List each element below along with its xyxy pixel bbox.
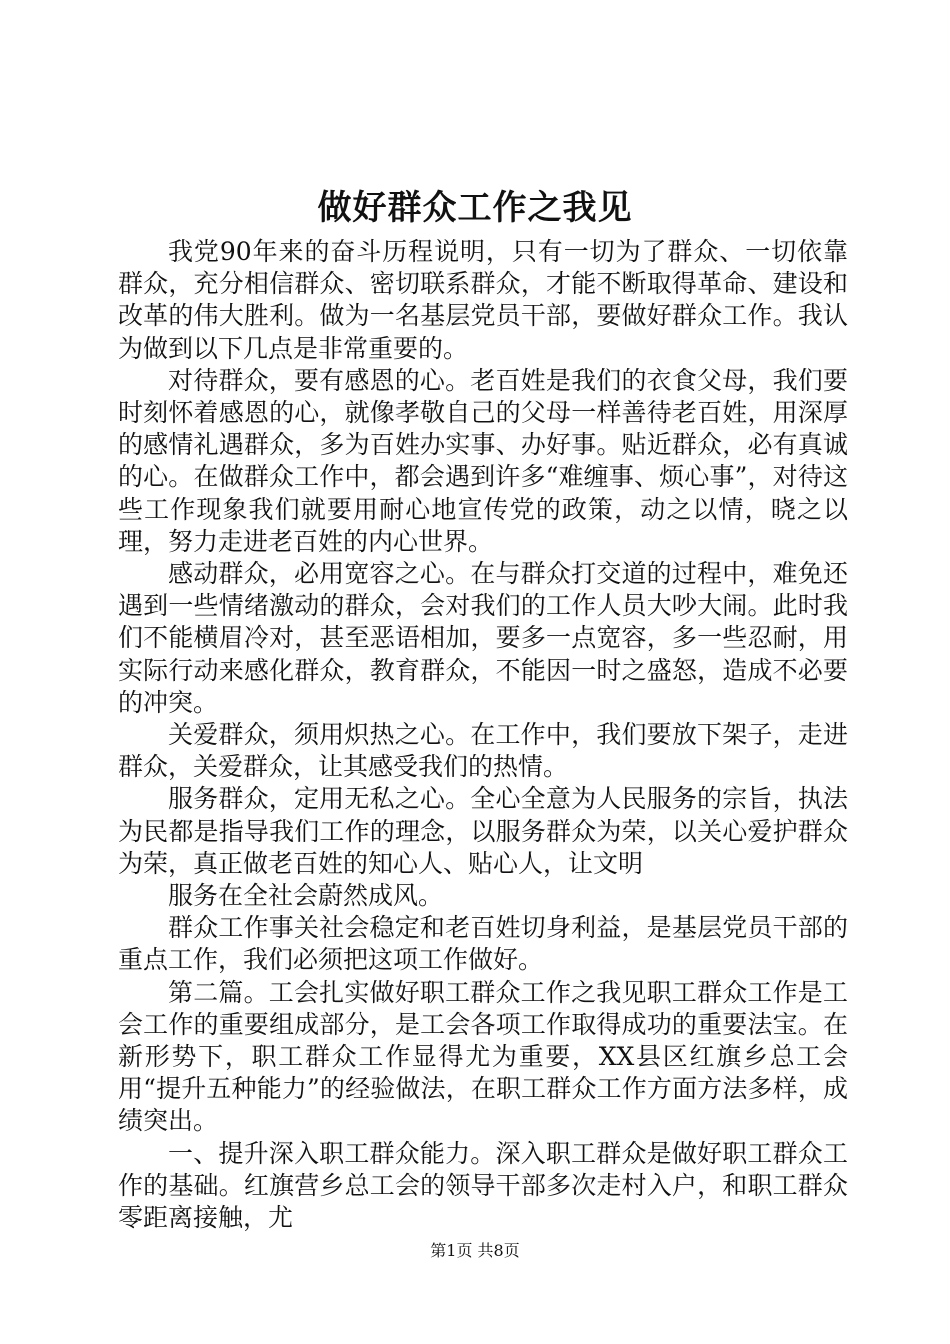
document-title: 做好群众工作之我见: [317, 188, 633, 228]
paragraph-5: 服务群众，定用无私之心。全心全意为人民服务的宗旨，执法为民都是指导我们工作的理念，以服务群众为荣，以关心爱护群众为荣，真正做老百姓的知心人、贴心人，让文明: [118, 784, 848, 878]
paragraph-2: 对待群众，要有感恩的心。老百姓是我们的衣食父母，我们要时刻怀着感恩的心，就像孝敬自己的父母一样善待老百姓，用深厚的感情礼遇群众，多为百姓办实事、办好事。贴近群众，必有真诚的心。在做群众工作中，都会遇到许多“难缠事、烦心事”，对待这些工作现象我们就要用耐心地宣传党的政策，动之以情，晓之以理，努力走进老百姓的内心世界。: [118, 365, 848, 556]
paragraph-4: 关爱群众，须用炽热之心。在工作中，我们要放下架子，走进群众，关爱群众，让其感受我们的热情。: [118, 720, 848, 782]
paragraph-7: 群众工作事关社会稳定和老百姓切身利益，是基层党员干部的重点工作，我们必须把这项工作做好。: [118, 913, 848, 975]
paragraph-6: 服务在全社会蔚然成风。: [168, 881, 444, 911]
paragraph-3: 感动群众，必用宽容之心。在与群众打交道的过程中，难免还遇到一些情绪激动的群众，会对我们的工作人员大吵大闹。此时我们不能横眉冷对，甚至恶语相加，要多一点宽容，多一些忍耐，用实际行动来感化群众，教育群众，不能因一时之盛怒，造成不必要的冲突。: [118, 559, 848, 717]
paragraph-8: 第二篇。工会扎实做好职工群众工作之我见职工群众工作是工会工作的重要组成部分，是工会各项工作取得成功的重要法宝。在新形势下，职工群众工作显得尤为重要，XX县区红旗乡总工会用“提升五种能力”的经验做法，在职工群众工作方面方法多样，成绩突出。: [118, 977, 848, 1136]
paragraph-9: 一、提升深入职工群众能力。深入职工群众是做好职工群众工作的基础。红旗营乡总工会的领导干部多次走村入户，和职工群众零距离接触，尤: [118, 1138, 848, 1233]
page-number-footer: 第1页 共8页: [430, 1241, 520, 1260]
document-body: [118, 236, 848, 1234]
paragraph-1: 我党90年来的奋斗历程说明，只有一切为了群众、一切依靠群众，充分相信群众、密切联系群众，才能不断取得革命、建设和改革的伟大胜利。做为一名基层党员干部，要做好群众工作。我认为做到以下几点是非常重要的。: [118, 237, 848, 363]
